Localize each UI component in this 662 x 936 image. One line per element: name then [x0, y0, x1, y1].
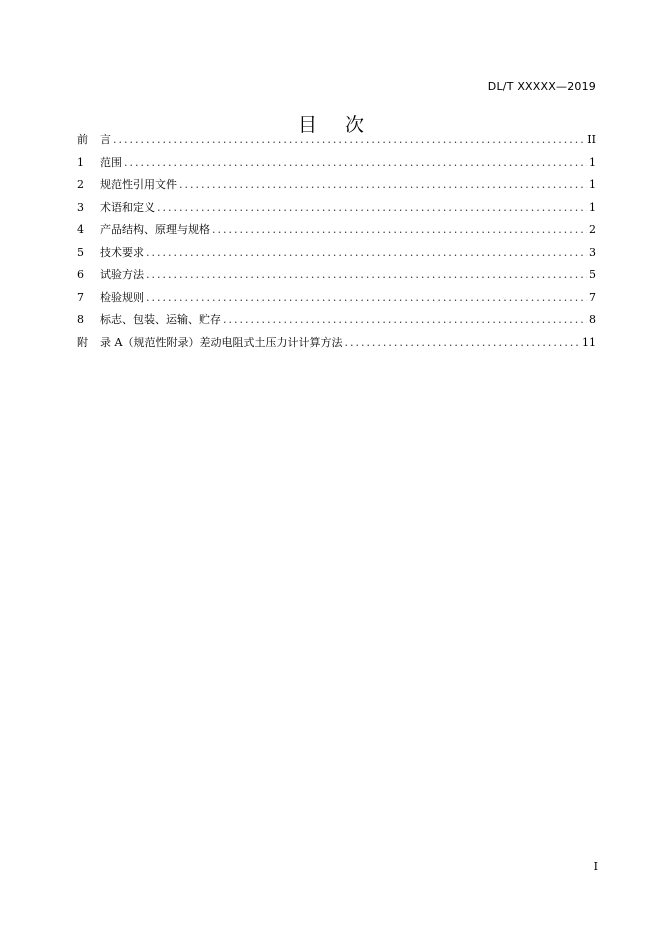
toc-leader-dots [124, 155, 587, 171]
toc-entry-page: II [587, 133, 596, 146]
toc-leader-dots [344, 335, 580, 351]
toc-entry-number: 1 [77, 155, 84, 169]
toc-leader-dots [157, 200, 587, 216]
toc-entry-product-structure[interactable] [77, 222, 596, 245]
toc-entry-label: 术语和定义 [100, 200, 155, 214]
toc-entry-page: 11 [582, 335, 596, 349]
toc-entry-number: 3 [77, 200, 84, 214]
toc-entry-number: 6 [77, 268, 84, 281]
toc-entry-label: 技术要求 [100, 245, 144, 259]
document-code: DL/T XXXXX—2019 [487, 80, 596, 93]
toc-entry-page: 8 [589, 313, 596, 326]
toc-entry-page: 1 [589, 200, 596, 214]
page-title: 目次 [297, 114, 392, 136]
toc-entry-label: 产品结构、原理与规格 [100, 223, 210, 236]
page-number: I [593, 860, 598, 873]
toc-entry-test-methods[interactable] [77, 267, 596, 290]
toc-entry-label: 标志、包装、运输、贮存 [100, 313, 221, 326]
toc-entry-normative-references[interactable] [77, 177, 596, 200]
toc-entry-marking-packaging[interactable] [77, 312, 596, 335]
toc-entry-inspection-rules[interactable] [77, 290, 596, 313]
toc-leader-dots [223, 312, 587, 328]
toc-entry-number: 2 [77, 178, 84, 191]
toc-leader-dots [212, 222, 587, 238]
toc-entry-number: 7 [77, 290, 84, 304]
toc-entry-number: 8 [77, 313, 84, 326]
toc-entry-number: 4 [77, 223, 84, 236]
toc-entry-number: 附 [77, 335, 88, 349]
toc-entry-page: 7 [589, 290, 596, 304]
toc-entry-number: 5 [77, 245, 84, 259]
toc-entry-label: 范围 [100, 155, 122, 169]
toc-leader-dots [146, 290, 587, 306]
toc-entry-appendix-a[interactable] [77, 335, 596, 358]
toc-entry-label: 规范性引用文件 [100, 178, 177, 191]
toc-entry-page: 5 [589, 268, 596, 281]
table-of-contents [77, 132, 596, 357]
toc-entry-number: 前 [77, 133, 88, 146]
toc-entry-scope[interactable] [77, 155, 596, 178]
toc-entry-label: 试验方法 [100, 268, 144, 281]
toc-entry-foreword[interactable] [77, 132, 596, 155]
toc-entry-terms[interactable] [77, 200, 596, 223]
toc-entry-label: 检验规则 [100, 290, 144, 304]
toc-leader-dots [146, 245, 587, 261]
toc-entry-page: 1 [589, 178, 596, 191]
toc-leader-dots [146, 267, 587, 283]
toc-entry-page: 3 [589, 245, 596, 259]
toc-entry-page: 2 [589, 223, 596, 236]
toc-leader-dots [113, 132, 585, 148]
toc-entry-technical-requirements[interactable] [77, 245, 596, 268]
toc-entry-label: 言 [100, 133, 111, 146]
toc-entry-label: 录 A（规范性附录）差动电阻式土压力计计算方法 [100, 335, 343, 349]
toc-leader-dots [179, 177, 587, 193]
toc-entry-page: 1 [589, 155, 596, 169]
